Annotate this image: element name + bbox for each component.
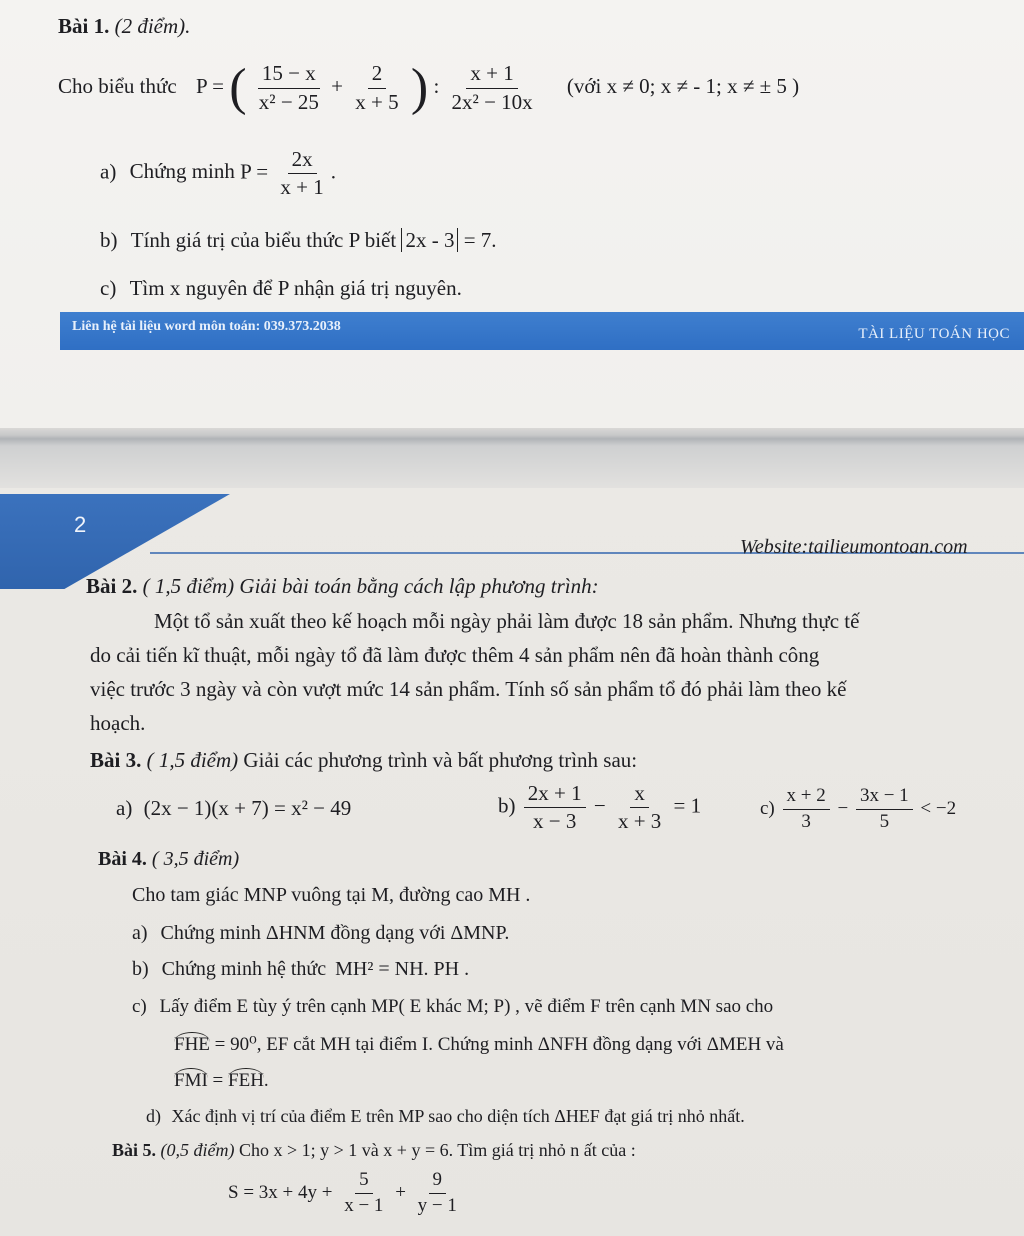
part-4b-label: b) — [132, 958, 149, 980]
problem-3-points: ( 1,5 điểm) — [146, 748, 239, 772]
part-1a-fraction — [276, 148, 327, 199]
plus-sign: + — [331, 73, 344, 98]
fraction-1-den: x² − 25 — [258, 89, 319, 114]
part-3c-den1: 3 — [801, 810, 811, 832]
part-4c-line3 — [174, 1068, 269, 1092]
part-1a-num: 2x — [288, 148, 317, 174]
part-4a — [132, 922, 509, 945]
part-1a-text: Chứng minh — [129, 159, 235, 184]
problem-5-formula — [228, 1170, 464, 1217]
part-1b-label: b) — [100, 228, 118, 252]
problem-4-title — [98, 848, 239, 871]
problem-2-points: ( 1,5 điểm) — [142, 574, 235, 598]
part-1b-abs: 2x - 3 — [401, 228, 458, 252]
angle-fhe: FHE — [174, 1034, 210, 1055]
part-3b-den2: x + 3 — [617, 809, 662, 834]
part-4c-dot: . — [263, 1070, 269, 1091]
problem-3-task: Giải các phương trình và bất phương trình sau: — [243, 748, 638, 772]
expression-intro: Cho biểu thức — [58, 73, 177, 98]
fraction-3 — [448, 62, 537, 113]
part-3b-num1: 2x + 1 — [524, 782, 586, 808]
condition: (với x ≠ 0; x ≠ - 1; x ≠ ± 5 ) — [566, 73, 800, 98]
angle-equals: = — [212, 1070, 224, 1091]
part-1c-text: Tìm x nguyên để P nhận giá trị nguyên. — [129, 276, 462, 300]
part-4b-formula: MH² = NH. PH . — [335, 958, 470, 980]
problem-3-label: Bài 3. — [90, 748, 142, 772]
part-1a — [100, 148, 336, 199]
divide-colon: : — [433, 73, 440, 98]
s-den1: x − 1 — [344, 1194, 384, 1216]
s-den2: y − 1 — [417, 1194, 457, 1216]
page-gap — [0, 428, 1024, 488]
banner-brand: TÀI LIỆU TOÁN HỌC — [858, 326, 1010, 342]
fraction-1-num: 15 − x — [258, 62, 320, 88]
fraction-3-num: x + 1 — [466, 62, 517, 88]
part-4b — [132, 958, 469, 981]
part-1c — [100, 276, 462, 301]
part-3b-frac1 — [524, 782, 586, 833]
part-4a-label: a) — [132, 922, 148, 944]
part-3b-minus: − — [593, 793, 606, 818]
part-4a-text: Chứng minh ΔHNM đồng dạng với ΔMNP. — [160, 922, 510, 944]
part-3c — [760, 786, 956, 833]
part-1a-p: P = — [240, 159, 269, 184]
s-expression: S = 3x + 4y + — [228, 1181, 333, 1203]
part-4c-label: c) — [132, 996, 147, 1017]
part-4c-text2: = 90⁰, EF cắt MH tại điểm I. Chứng minh ΔNFH đồng dạng với ΔMEH và — [214, 1034, 784, 1055]
part-4d — [146, 1106, 745, 1127]
footer-banner — [60, 312, 1024, 350]
fraction-3-den: 2x² − 10x — [451, 89, 533, 114]
part-1a-den: x + 1 — [280, 175, 324, 200]
part-3b-num2: x — [630, 782, 649, 808]
part-1b-text: Tính giá trị của biểu thức P biết — [130, 228, 397, 252]
part-3b-frac2 — [614, 782, 665, 833]
part-3b-den1: x − 3 — [533, 809, 577, 834]
part-3c-num2: 3x − 1 — [856, 786, 913, 810]
problem-1-title — [58, 14, 190, 39]
part-4d-label: d) — [146, 1106, 161, 1126]
part-3a-label: a) — [116, 796, 133, 820]
part-3c-frac2 — [856, 786, 913, 833]
problem-2-body — [90, 604, 1010, 740]
part-4c-line1 — [132, 996, 773, 1018]
left-paren: ( — [229, 59, 247, 116]
part-3c-end: < −2 — [920, 797, 957, 819]
fraction-2-num: 2 — [368, 62, 387, 88]
problem-5 — [112, 1140, 636, 1161]
part-1b — [100, 228, 497, 253]
problem-2-line: việc trước 3 ngày và còn vượt mức 14 sản phẩm. Tính số sản phẩm tổ đó phải làm theo kế — [90, 677, 847, 701]
problem-4-points: ( 3,5 điểm) — [151, 848, 240, 870]
page-number: 2 — [74, 512, 87, 537]
angle-fmi: FMI — [174, 1070, 208, 1091]
part-1c-label: c) — [100, 276, 117, 300]
part-4b-text: Chứng minh hệ thức — [161, 958, 327, 980]
part-3c-den2: 5 — [879, 810, 890, 832]
fraction-2-den: x + 5 — [355, 89, 399, 114]
part-3b-end: = 1 — [673, 793, 702, 818]
problem-5-label: Bài 5. — [112, 1140, 157, 1160]
s-frac1 — [340, 1170, 387, 1217]
part-3c-frac1 — [783, 786, 830, 833]
problem-2-task: Giải bài toán bằng cách lập phương trình: — [239, 574, 599, 598]
part-3b — [498, 782, 701, 833]
part-4d-text: Xác định vị trí của điểm E trên MP sao cho diện tích ΔHEF đạt giá trị nhỏ nhất. — [171, 1106, 745, 1126]
problem-4-intro: Cho tam giác MNP vuông tại M, đường cao MH . — [132, 884, 531, 906]
part-4c-line2 — [174, 1032, 784, 1056]
problem-5-text: Cho x > 1; y > 1 và x + y = 6. Tìm giá trị nhỏ n ất của : — [239, 1140, 636, 1160]
banner-contact: Liên hệ tài liệu word môn toán: 039.373.2038 — [72, 319, 341, 334]
problem-2-line: hoạch. — [90, 711, 146, 735]
part-1a-label: a) — [100, 159, 117, 184]
problem-2-line: do cải tiến kĩ thuật, mỗi ngày tổ đã làm được thêm 4 sản phẩm nên đã hoàn thành công — [90, 643, 820, 667]
p-equals: P = — [195, 73, 224, 98]
part-1a-end: . — [330, 159, 336, 184]
s-plus: + — [395, 1181, 406, 1203]
part-4c-text1: Lấy điểm E tùy ý trên cạnh MP( E khác M; P) , vẽ điểm F trên cạnh MN sao cho — [159, 996, 774, 1017]
problem-1-label: Bài 1. — [58, 14, 110, 38]
part-3a — [116, 796, 351, 821]
angle-feh: FEH — [228, 1070, 264, 1091]
problem-2-line: Một tổ sản xuất theo kế hoạch mỗi ngày phải làm được 18 sản phẩm. Nhưng thực tế — [154, 609, 860, 633]
part-3c-minus: − — [837, 797, 849, 819]
part-3b-label: b) — [498, 793, 516, 818]
part-1b-tail: = 7. — [463, 228, 497, 252]
s-num2: 9 — [429, 1170, 447, 1194]
s-num1: 5 — [355, 1170, 373, 1194]
website-link: Website:tailieumontoan.com — [740, 536, 968, 558]
part-3c-num1: x + 2 — [783, 786, 830, 810]
problem-5-points: (0,5 điểm) — [160, 1140, 235, 1160]
problem-2-title — [86, 574, 599, 599]
fraction-2 — [351, 62, 402, 113]
part-3c-label: c) — [760, 797, 775, 819]
problem-1-points: (2 điểm). — [114, 14, 191, 38]
problem-1-expression — [58, 59, 800, 116]
s-frac2 — [414, 1170, 461, 1217]
problem-2-label: Bài 2. — [86, 574, 138, 598]
problem-3-title — [90, 748, 637, 773]
fraction-1 — [255, 62, 323, 113]
right-paren: ) — [410, 59, 429, 116]
part-3a-expr: (2x − 1)(x + 7) = x² − 49 — [143, 796, 352, 820]
problem-4-label: Bài 4. — [98, 848, 147, 870]
